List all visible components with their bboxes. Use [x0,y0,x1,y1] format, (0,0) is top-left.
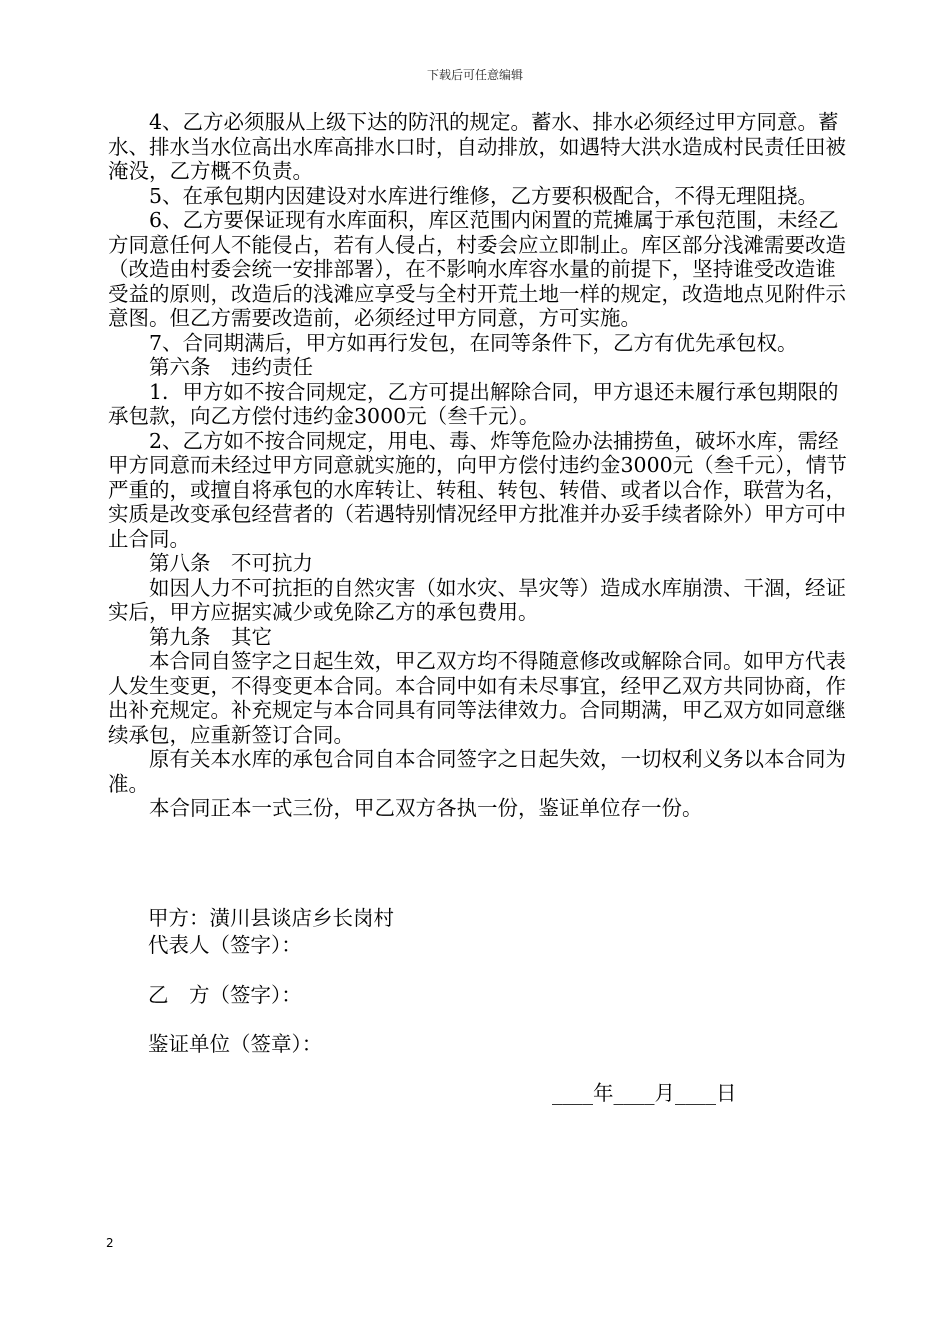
contract-paragraph: 如因人力不可抗拒的自然灾害（如水灾、旱灾等）造成水库崩溃、干涸，经证实后，甲方应据实减少或免除乙方的承包费用。 [108,575,846,624]
contract-body [108,110,848,821]
section-heading: 第八条 不可抗力 [149,551,313,575]
contract-paragraph: 5、在承包期内因建设对水库进行维修，乙方要积极配合，不得无理阻挠。 [149,183,819,208]
contract-paragraph: 本合同自签字之日起生效，甲乙双方均不得随意修改或解除合同。如甲方代表人发生变更，不得变更本合同。本合同中如有未尽事宜，经甲乙双方共同协商，作出补充规定。补充规定与本合同具有同等法律效力。合同期满，甲乙双方如同意继续承包，应重新签订合同。 [108,649,846,747]
contract-paragraph: 2、乙方如不按合同规定，用电、毒、炸等危险办法捕捞鱼，破坏水库，需经甲方同意而未经过甲方同意就实施的，向甲方偿付违约金3000元（叁千元），情节严重的，或擅自将承包的水库转让、转租、转包、转借、或者以合作，联营为名，实质是改变承包经营者的（若遇特别情况经甲方批准并办妥手续者除外）甲方可中止合同。 [108,428,847,551]
contract-paragraph: 原有关本水库的承包合同自本合同签字之日起失效，一切权利义务以本合同为准。 [108,747,846,796]
contract-paragraph: 6、乙方要保证现有水库面积，库区范围内闲置的荒摊属于承包范围，未经乙方同意任何人不能侵占，若有人侵占，村委会应立即制止。库区部分浅滩需要改造（改造由村委会统一安排部署），在不影响水库容水量的前提下，坚持谁受改造谁受益的原则，改造后的浅滩应享受与全村开荒土地一样的规定，改造地点见附件示意图。但乙方需要改造前，必须经过甲方同意，方可实施。 [108,208,846,330]
contract-paragraph: 本合同正本一式三份，甲乙双方各执一份，鉴证单位存一份。 [149,796,703,820]
contract-paragraph: 4、乙方必须服从上级下达的防汛的规定。蓄水、排水必须经过甲方同意。蓄水、排水当水位高出水库高排水口时，自动排放，如遇特大洪水造成村民责任田被淹没，乙方概不负责。 [108,110,846,183]
party-b-line: 乙 方（签字）： [148,983,302,1007]
section-heading: 第九条 其它 [149,624,272,649]
contract-paragraph: 1．甲方如不按合同规定，乙方可提出解除合同，甲方退还未履行承包期限的承包款，向乙方偿付违约金3000元（叁千元）。 [108,379,839,428]
contract-paragraph: 7、合同期满后，甲方如再行发包，在同等条件下，乙方有优先承包权。 [149,330,798,355]
page-header: 下载后可任意编辑 [426,68,523,82]
witness-line: 鉴证单位（签章）： [148,1032,323,1056]
party-a-line: 甲方：潢川县谈店乡长岗村 [148,906,394,930]
representative-line: 代表人（签字）： [148,933,302,957]
date-line: ____年____月____日 [552,1081,737,1105]
section-heading: 第六条 违约责任 [149,355,313,379]
page-number: 2 [106,1236,114,1250]
